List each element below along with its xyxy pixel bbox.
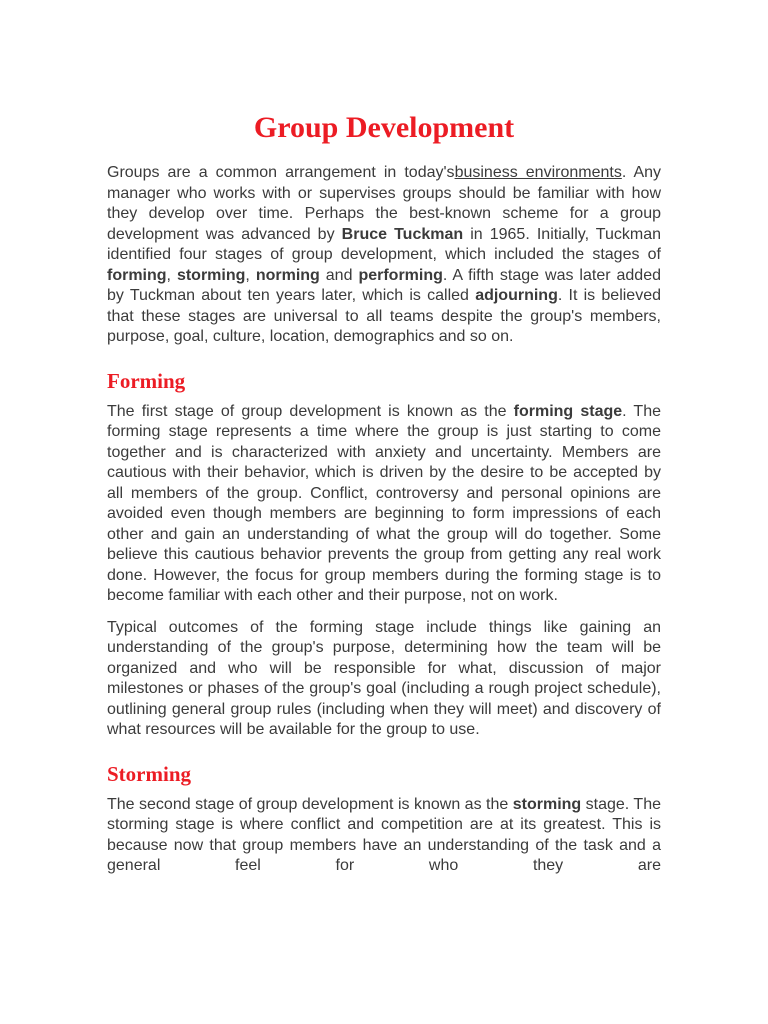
intro-sep-3: and <box>319 266 359 284</box>
storming-p1-text-2: stage. The storming stage is where conflict and competition are at its greatest. This is because now that group members have an understanding of the task and a general feel for who they are <box>107 795 661 874</box>
forming-p1-text-1: The first stage of group development is known as the <box>107 402 514 420</box>
forming-paragraph-2: Typical outcomes of the forming stage include things like gaining an understanding of the group's purpose, determining how the team will be organized and who will be responsible for what, discussion of major milestones or phases of the group's goal (including a rough project schedule), outlining general group rules (including when they will meet) and discovery of what resources will be available for the group to use. <box>107 618 661 738</box>
intro-sep-1: , <box>166 266 177 284</box>
forming-heading: Forming <box>107 368 186 393</box>
stage-forming-term: forming <box>107 266 167 284</box>
intro-text-1: Groups are a common arrangement in today's <box>107 164 455 181</box>
forming-p1-text-2: . The forming stage represents a time where the group is just starting to come together and is characterized with anxiety and uncertainty. Members are cautious with their behavior, which is driven by the desire to be accepted by all members of the group. Conflict, controversy and personal opinions are avoided even though members are beginning to form impressions of each other and gain an understanding of what the group will do together. Some believe this cautious behavior prevents the group from getting any real work done. However, the focus for group members during the forming stage is to become familiar with each other and their purpose, not on work. <box>107 402 662 604</box>
intro-text-2: . Any manager who works with or supervises groups should be familiar with how they develop over time. Perhaps the best-known scheme for a group development was advanced by <box>107 164 662 243</box>
forming-stage-term: forming stage <box>513 402 623 420</box>
intro-sep-2: , <box>245 266 256 284</box>
bruce-tuckman-name: Bruce Tuckman <box>341 225 464 243</box>
document-page <box>107 110 661 888</box>
stage-adjourning-term: adjourning <box>475 287 558 304</box>
storming-paragraph-1 <box>107 795 661 877</box>
stage-norming-term: norming <box>255 266 320 284</box>
forming-paragraph-1 <box>107 402 661 607</box>
stage-performing-term: performing <box>358 266 443 284</box>
business-environments-link[interactable]: business environments <box>454 164 622 181</box>
page-title: Group Development <box>253 111 515 144</box>
storming-p1-text-1: The second stage of group development is known as the <box>107 795 513 813</box>
storming-heading: Storming <box>107 761 191 786</box>
storming-stage-term: storming <box>512 795 582 813</box>
intro-paragraph <box>107 163 661 348</box>
stage-storming-term: storming <box>176 266 246 284</box>
intro-text-3: in 1965. Initially, Tuckman identified four stages of group development, which included the stages of <box>107 225 661 263</box>
intro-text-4: . A fifth stage was later added by Tuckman about ten years later, which is called <box>107 266 661 304</box>
intro-text-5: . It is believed that these stages are universal to all teams despite the group's members, purpose, goal, culture, location, demographics and so on. <box>107 287 662 345</box>
